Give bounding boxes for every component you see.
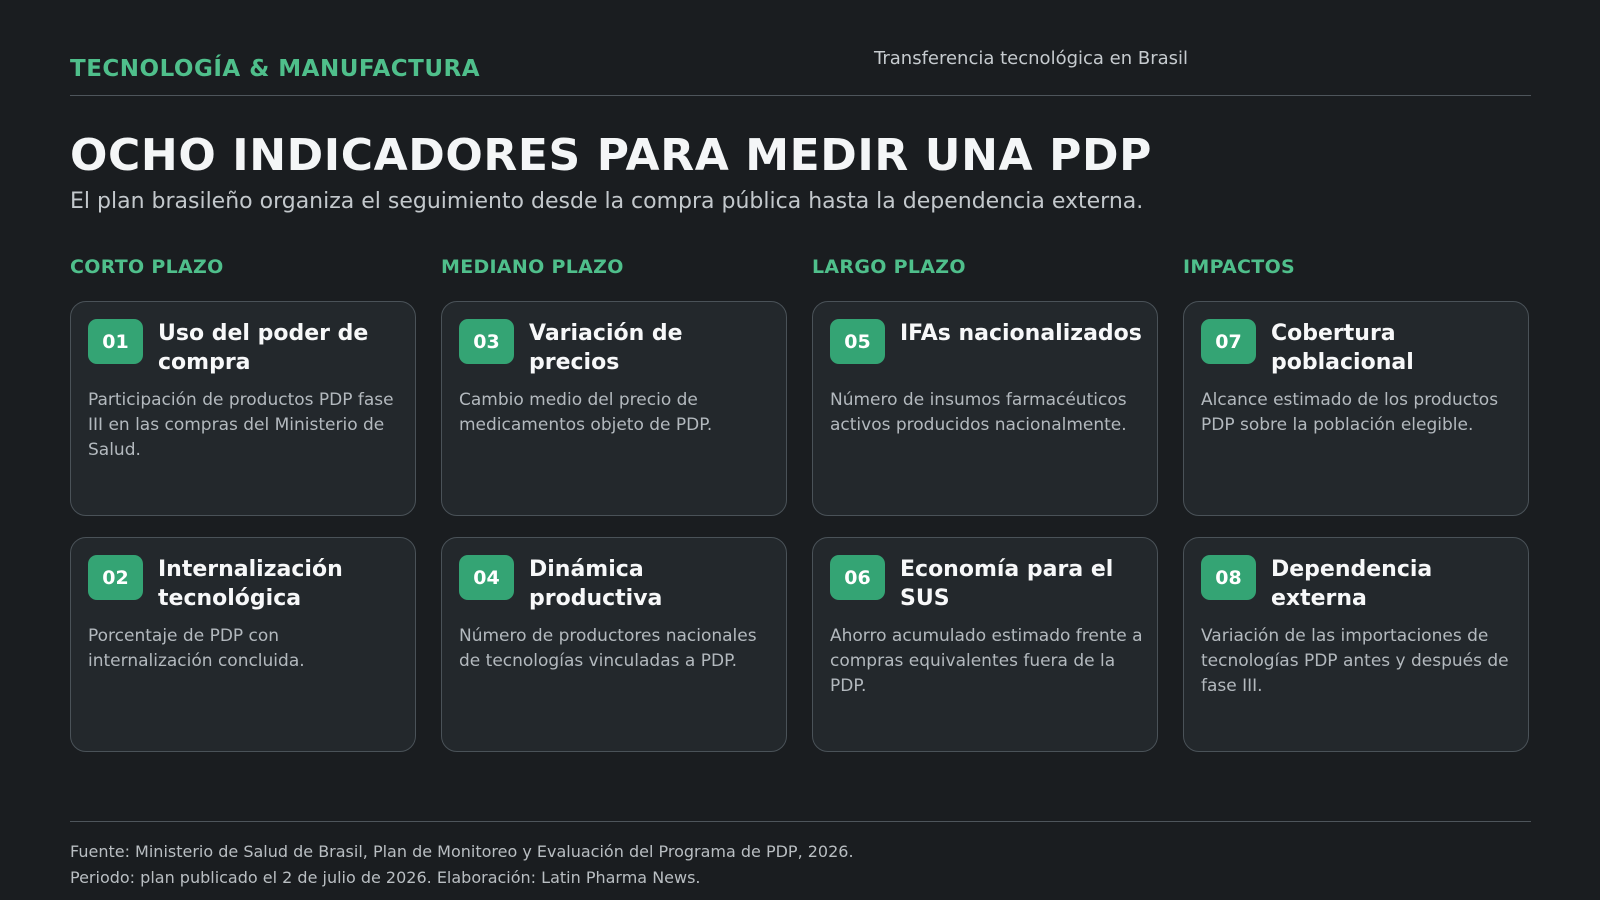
indicator-title: Dependencia externa xyxy=(1271,557,1433,611)
indicator-card-06 xyxy=(812,537,1158,752)
indicator-number-badge: 01 xyxy=(88,319,143,364)
indicator-description: Número de insumos farmacéuticos activos producidos nacionalmente. xyxy=(830,390,1127,435)
indicator-title: Economía para el SUS xyxy=(900,557,1114,611)
column-heading-impactos: IMPACTOS xyxy=(1183,256,1296,278)
indicator-number-badge: 03 xyxy=(459,319,514,364)
indicator-description: Ahorro acumulado estimado frente a compras equivalentes fuera de la PDP. xyxy=(830,626,1143,696)
indicator-card-02 xyxy=(70,537,416,752)
footer-divider xyxy=(70,821,1531,822)
header-divider xyxy=(70,95,1531,96)
indicator-title: IFAs nacionalizados xyxy=(900,321,1142,346)
indicator-number-badge: 07 xyxy=(1201,319,1256,364)
indicator-card-03 xyxy=(441,301,787,516)
indicator-number-badge: 02 xyxy=(88,555,143,600)
indicator-description: Variación de las importaciones de tecnologías PDP antes y después de fase III. xyxy=(1201,626,1509,696)
footer-period: Periodo: plan publicado el 2 de julio de 2026. Elaboración: Latin Pharma News. xyxy=(70,868,701,887)
indicator-card-04 xyxy=(441,537,787,752)
indicator-description: Participación de productos PDP fase III en las compras del Ministerio de Salud. xyxy=(88,390,394,460)
indicator-card-01 xyxy=(70,301,416,516)
footer-source: Fuente: Ministerio de Salud de Brasil, Plan de Monitoreo y Evaluación del Programa de PDP, 2026. xyxy=(70,842,854,861)
indicator-card-05 xyxy=(812,301,1158,516)
indicator-number-badge: 05 xyxy=(830,319,885,364)
indicator-title: Variación de precios xyxy=(529,321,683,375)
indicator-description: Cambio medio del precio de medicamentos objeto de PDP. xyxy=(459,390,713,435)
indicator-number-badge: 06 xyxy=(830,555,885,600)
section-kicker: TECNOLOGÍA & MANUFACTURA xyxy=(70,56,481,82)
indicator-description: Alcance estimado de los productos PDP sobre la población elegible. xyxy=(1201,390,1499,435)
topic-label: Transferencia tecnológica en Brasil xyxy=(874,48,1189,69)
indicator-description: Número de productores nacionales de tecnologías vinculadas a PDP. xyxy=(459,626,757,671)
indicator-title: Internalización tecnológica xyxy=(158,557,343,611)
page-subtitle: El plan brasileño organiza el seguimiento desde la compra pública hasta la dependencia externa. xyxy=(70,189,1144,214)
column-heading-corto-plazo: CORTO PLAZO xyxy=(70,256,224,278)
column-heading-largo-plazo: LARGO PLAZO xyxy=(812,256,966,278)
indicator-number-badge: 08 xyxy=(1201,555,1256,600)
page-title: OCHO INDICADORES PARA MEDIR UNA PDP xyxy=(70,130,1152,181)
indicator-title: Cobertura poblacional xyxy=(1271,321,1414,375)
indicator-number-badge: 04 xyxy=(459,555,514,600)
indicator-title: Dinámica productiva xyxy=(529,557,663,611)
column-heading-mediano-plazo: MEDIANO PLAZO xyxy=(441,256,624,278)
indicator-card-08 xyxy=(1183,537,1529,752)
indicator-title: Uso del poder de compra xyxy=(158,321,369,375)
indicator-card-07 xyxy=(1183,301,1529,516)
indicator-description: Porcentaje de PDP con internalización concluida. xyxy=(88,626,305,671)
